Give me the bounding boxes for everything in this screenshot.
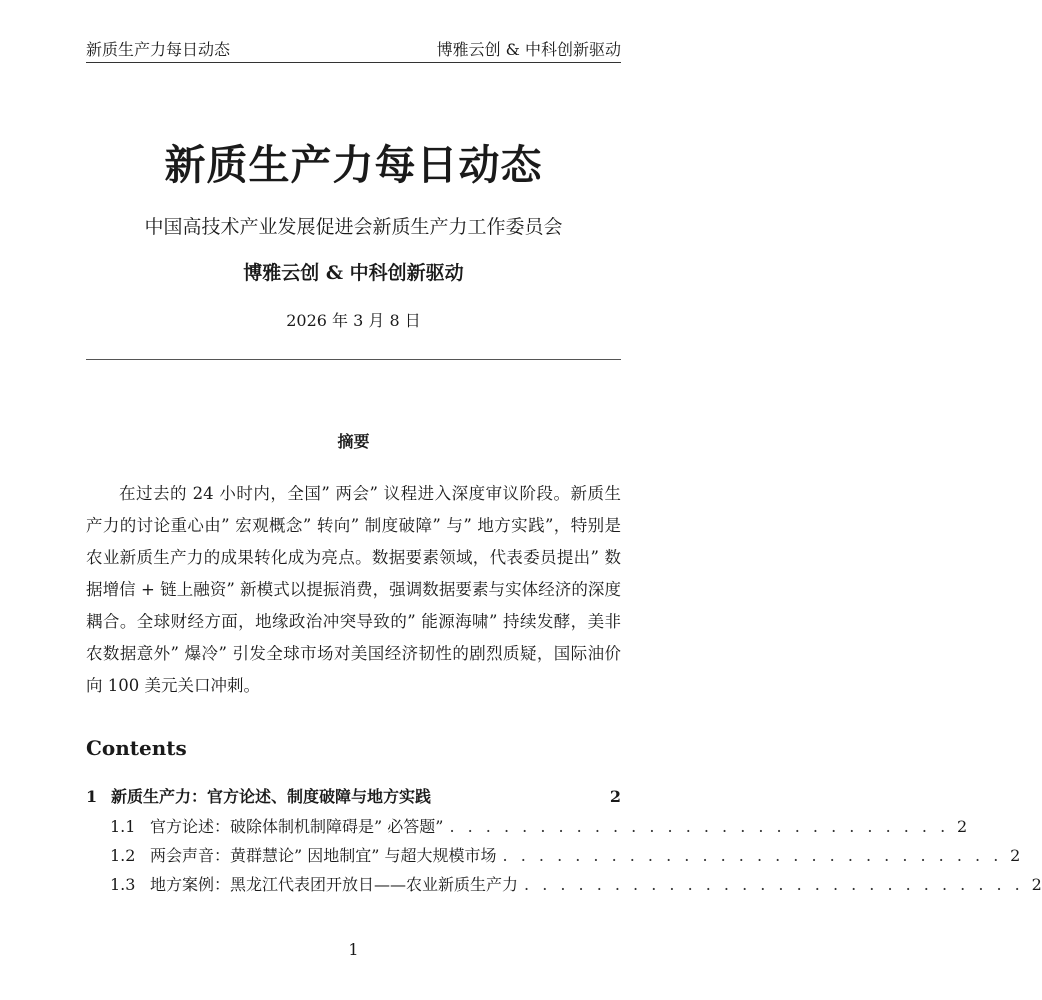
publication-date: 2026 年 3 月 8 日 <box>286 311 421 330</box>
toc-entry[interactable] <box>86 784 621 814</box>
abstract-heading: 摘要 <box>337 432 370 451</box>
organization: 中国高技术产业发展促进会新质生产力工作委员会 <box>144 216 563 238</box>
toc-entry-page: 2 <box>609 787 621 806</box>
toc-leader: . . . . . . . . . . . . . . . . . . . . . . . . . . . . <box>502 846 1003 865</box>
toc-entry-page: 2 <box>1010 846 1021 865</box>
toc-entry-number: 1 <box>86 787 98 806</box>
toc-entry-page: 2 <box>957 817 968 836</box>
toc-entry-number: 1.2 <box>110 846 136 865</box>
toc-entry-title: 两会声音：黄群慧论” 因地制宜” 与超大规模市场 <box>150 846 497 865</box>
contents-heading: Contents <box>86 736 187 760</box>
toc-entry[interactable] <box>86 872 1042 901</box>
toc-entry-title: 新质生产力：官方论述、制度破障与地方实践 <box>111 787 432 806</box>
header-right: 博雅云创 & 中科创新驱动 <box>436 40 621 59</box>
abstract-body: 在过去的 24 小时内，全国” 两会” 议程进入深度审议阶段。新质生产力的讨论重心由” 宏观概念” 转向” 制度破障” 与” 地方实践”，特别是农业新质生产力的成果转化成为亮点。数据要素领域，代表委员提出” 数据增信 + 链上融资” 新模式以提振消费，强调数据要素与实体经济的深度耦合。全球财经方面，地缘政治冲突导致的” 能源海啸” 持续发酵，美非农数据意外” 爆冷” 引发全球市场对美国经济韧性的剧烈质疑，国际油价向 100 美元关口冲刺。 <box>86 484 621 695</box>
toc-entry-title: 地方案例：黑龙江代表团开放日——农业新质生产力 <box>150 875 519 894</box>
partners: 博雅云创 & 中科创新驱动 <box>243 262 464 284</box>
table-of-contents <box>86 784 1042 901</box>
toc-entry-number: 1.3 <box>110 875 136 894</box>
header-left: 新质生产力每日动态 <box>86 40 231 59</box>
running-header <box>86 36 621 63</box>
toc-leader: . . . . . . . . . . . . . . . . . . . . . . . . . . . . <box>449 817 950 836</box>
page-number: 1 <box>348 940 359 959</box>
toc-leader: . . . . . . . . . . . . . . . . . . . . . . . . . . . . <box>524 875 1024 894</box>
title-divider <box>86 359 621 360</box>
document-title: 新质生产力每日动态 <box>164 141 543 189</box>
toc-entry-number: 1.1 <box>110 817 136 836</box>
toc-entry-page: 2 <box>1031 875 1042 894</box>
toc-entry-title: 官方论述：破除体制机制障碍是” 必答题” <box>150 817 444 836</box>
toc-entry[interactable] <box>86 843 1021 872</box>
toc-entry[interactable] <box>86 814 968 843</box>
